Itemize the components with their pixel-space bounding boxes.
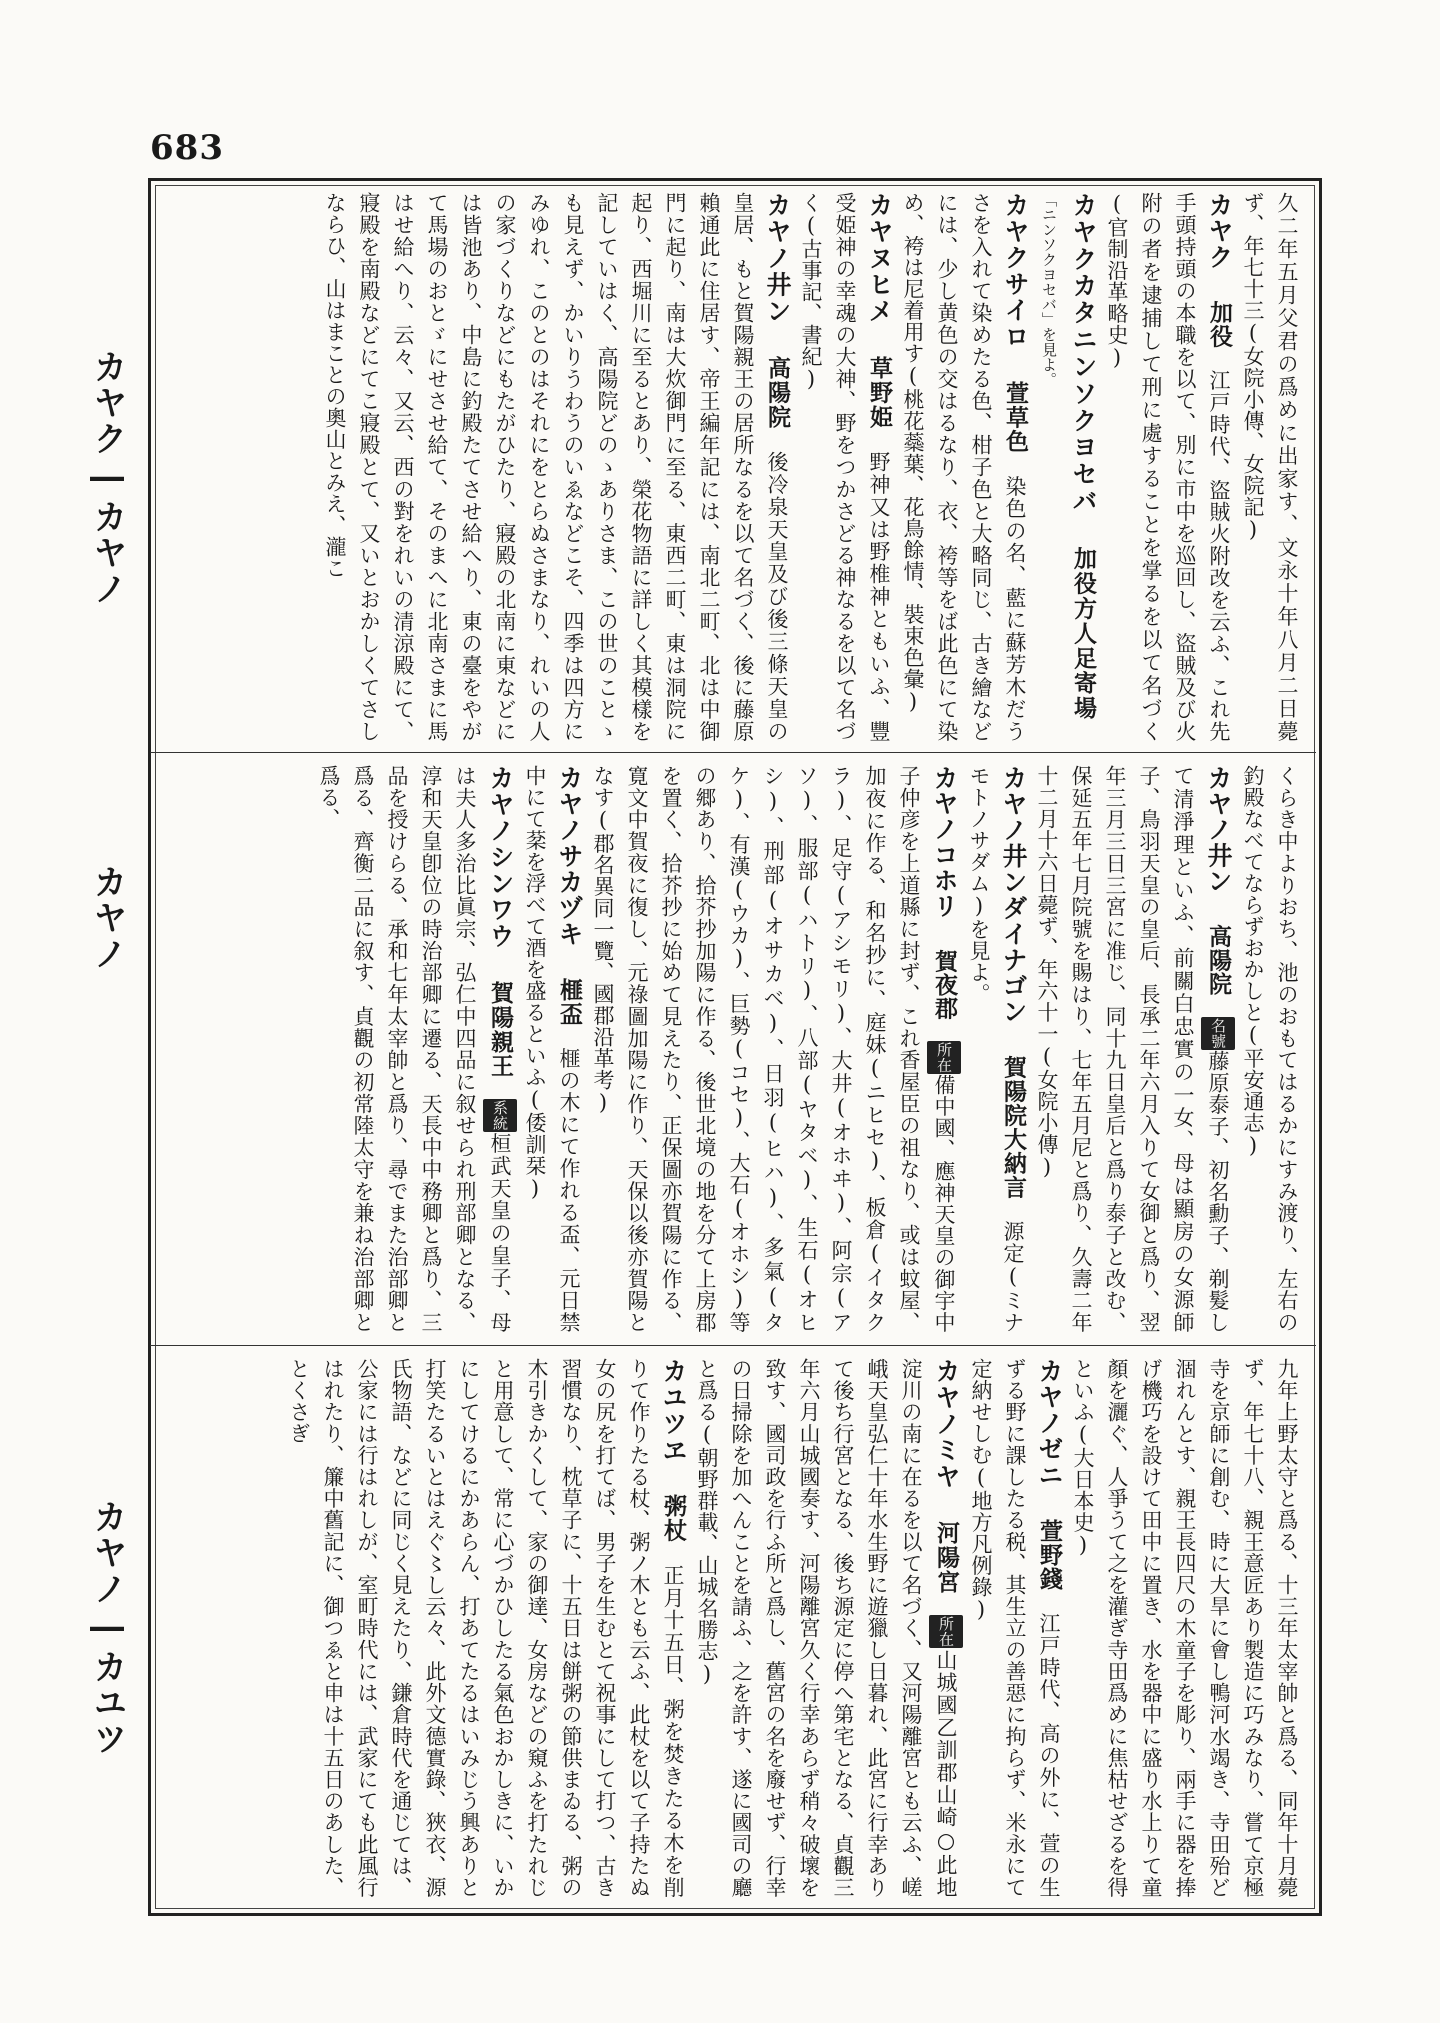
- tier-bottom: [160, 1358, 1304, 1898]
- tier-divider-2: [150, 1345, 1316, 1346]
- entry-tag: 名號: [1201, 1017, 1235, 1050]
- entry-kanji: 賀夜郡: [931, 948, 958, 1020]
- entry-headword: カヤクカタニンソクヨセバ: [1069, 192, 1098, 515]
- entry-body: 正月十五日、粥を焚きたる木を削りて作りたる杖、粥ノ木とも云ふ、此杖を以て子持たぬ女の尻を打てば、男子を生むとて祝事にして打つ、古き習慣なり、枕草子に、十五日は餅粥の節供まゐる、粥の木引きかくして、家の御達、女房などの窺ふを打たれじと用意して、常に心づかひしたる氣色おかしきに、いかにしてけるにかあらん、打あてたるはいみじう興ありと打笑たるいとはえぐ〻し云々、此外文德實錄、狹衣、源氏物語、などに同じく見えたり、鎌倉時代を通じては、公家には行はれしが、室町時代には、武家にても此風行はれたり、簾中舊記に、御つゑと申は十五日のあした、とくさぎ: [287, 1358, 685, 1898]
- entry-headword: カヤノ井ン: [1204, 765, 1233, 894]
- entry-headword: カヤノコホリ: [930, 765, 959, 919]
- dictionary-entry: [1100, 192, 1236, 742]
- entry-kanji: 粥杖: [660, 1493, 687, 1543]
- entry-kanji: 加役方人足寄場: [1070, 545, 1097, 722]
- entry-body: 備中國、應神天皇の御宇中子仲彦を上道縣に封ず、これ香屋臣の祖なり、或は蚊屋、加夜に作る、和名抄に、庭妹(ニヒセ)、板倉(イタクラ)、足守(アシモリ)、大井(オホヰ)、阿宗(アソ)、服部(ハトリ)、八部(ヤタベ)、生石(オヒシ)、刑部(オサカベ)、日羽(ヒハ)、多氣(タケ)、有漢(ウカ)、巨勢(コセ)、大石(オホシ)等の郷あり、拾芥抄加陽に作る、後世北境の地を分て上房郡を置く、拾芥抄に始めて見えたり、正保圖亦賀陽に作る、寛文中賀夜に復し、元祿圖加陽に作り、天保以後亦賀陽となす(郡名異同一覽、國郡沿革考): [591, 765, 956, 1333]
- entry-kanji: 草野姫: [866, 354, 893, 429]
- tier-middle: [160, 765, 1304, 1333]
- entry-body: 藤原泰子、初名勳子、剃髮して清淨理といふ、前關白忠實の一女、母は顯房の女源師子、鳥羽天皇の皇后、長承二年六月入りて女御と爲り、翌年三月三日三宮に准じ、同十九日皇后と爲り泰子と改む、保延五年七月院號を賜はり、七年五月尼と爲り、久壽二年十二月十六日薨ず、年六十一(女院小傳): [1035, 765, 1230, 1333]
- entry-headword: カユツヱ: [659, 1358, 688, 1464]
- entry-headword: カヤノ井ン: [763, 192, 792, 325]
- running-head-middle: カヤノ: [87, 864, 127, 972]
- entry-body: 後冷泉天皇及び後三條天皇の皇居、もと賀陽親王の居所なるを以て名づく、後に藤原賴通此に住居す、帝王編年記には、南北二町、北は中御門に起り、南は大炊御門に至る、東西二町、東は洞院に起り、西堀川に至るとあり、榮花物語に詳しく其模樣を記していはく、高陽院どのゝありさま、この世のことゝも見えず、かいりうわうのいゑなどこそ、四季は四方にみゆれ、このとのはそれにをとらぬさまなり、れいの人の家づくりなどにもたがひたり、寢殿の北南に東などには皆池あり、中島に釣殿たてさせ給へり、東の臺をやがて馬場のおとゞにせさせ給て、そのまへに北南さまに馬はせ給へり、云々、又云、西の對をれいの清涼殿にて、寢殿を南殿などにてこ寢殿とて、又いとおかしくてさしならひ、山はまことの奧山とみえ、瀧こ: [323, 192, 789, 742]
- continuation-paragraph: [1236, 765, 1304, 1333]
- dictionary-entry: [690, 1358, 964, 1898]
- dictionary-entry: [586, 765, 962, 1333]
- entry-body: 江戸時代、盜賊火附改を云ふ、これ先手頭持頭の本職を以て、別に市中を巡回し、盜賊及び火附の者を逮捕して刑に處することを掌るを以て名づく(官制沿革略史): [1105, 192, 1231, 742]
- entry-body: 久二年五月父君の爲めに出家す、文永十年八月二日薨ず、年七十三(女院小傳、女院記): [1241, 192, 1299, 742]
- entry-body: 桓武天皇の皇子、母は夫人多治比眞宗、弘仁中四品に叙せられ刑部卿となる、淳和天皇卽位の時治部卿に遷る、天長中中務卿と爲り、三品を授けらる、承和七年太宰帥と爲り、尋でまた治部卿と爲る、齊衡二品に叙す、貞觀の初常陸太守を兼ね治部卿と爲る、: [317, 765, 512, 1333]
- entry-headword: カヤノサカヅキ: [555, 765, 584, 948]
- entry-kanji: 賀陽院大納言: [1000, 1054, 1027, 1200]
- dictionary-entry: [964, 1358, 1066, 1898]
- entry-headword: カヤノゼニ: [1035, 1358, 1064, 1489]
- entry-headword: カヤノシンワウ: [486, 765, 515, 950]
- running-heads: [72, 178, 142, 1910]
- dictionary-entry: [282, 1358, 690, 1898]
- page-number: 683: [150, 128, 224, 168]
- entry-body: 榧の木にて作れる盃、元日禁中にて棻を浮べて酒を盛るといふ(倭訓栞): [523, 765, 581, 1333]
- tier-top: [160, 192, 1304, 742]
- entry-headword: カヤヌヒメ: [865, 192, 894, 325]
- entry-tag: 所在: [927, 1041, 961, 1074]
- dictionary-entry: [312, 765, 518, 1333]
- entry-body: くらき中よりおち、池のおもてはるかにすみ渡り、左右の釣殿なべてならずおかしと(平安通志): [1241, 765, 1299, 1333]
- dictionary-entry: [1030, 765, 1236, 1333]
- entry-body: 源定(ミナモトノサダム)を見よ。: [967, 765, 1025, 1333]
- entry-body: 「ニンソクヨセバ」を見よ。: [1040, 192, 1058, 387]
- entry-tag: 所在: [929, 1615, 963, 1648]
- dictionary-entry: [318, 192, 794, 742]
- dictionary-entry: [962, 765, 1030, 1333]
- entry-kanji: 加役: [1206, 299, 1233, 349]
- continuation-paragraph: [1236, 192, 1304, 742]
- tier-divider-1: [150, 752, 1316, 753]
- entry-headword: カヤノ井ンダイナゴン: [999, 765, 1028, 1025]
- dictionary-entry: [896, 192, 1032, 742]
- entry-kanji: 河陽宮: [933, 1520, 960, 1595]
- entry-headword: カヤク: [1205, 192, 1234, 270]
- entry-kanji: 榧盃: [556, 977, 583, 1026]
- entry-headword: カヤクサイロ: [1001, 192, 1030, 350]
- entry-kanji: 萱野錢: [1036, 1518, 1063, 1591]
- entry-body: 染色の名、藍に蘇芳木だうさを入れて染めたる色、柑子色と大略同じ、古き繪などには、少し黄色の交はるなり、衣、袴等をば此色にて染め、袴は尼着用す(桃花蘂葉、花鳥餘情、裝束色彙): [901, 192, 1027, 742]
- dictionary-entry: [518, 765, 586, 1333]
- entry-body: 山城國乙訓郡山崎○此地淀川の南に在るを以て名づく、又河陽離宮とも云ふ、嵯峨天皇弘仁十年水生野に遊獵し日暮れ、此宮に行幸ありて後ち行宮となる、後ち源定に停へ第宅となる、貞觀三年六月山城國奏す、河陽離宮久く行幸あらず稍々破壞を致す、國司政を行ふ所と爲し、舊宮の名を廢せず、行幸の日掃除を加へんことを請ふ、之を許す、遂に國司の廳と爲る(朝野群載、山城名勝志): [695, 1358, 958, 1898]
- entry-kanji: 萱草色: [1002, 379, 1029, 454]
- entry-kanji: 高陽院: [1205, 924, 1232, 996]
- entry-tag: 系統: [483, 1099, 517, 1132]
- entry-kanji: 高陽院: [764, 354, 791, 429]
- entry-kanji: 賀陽親王: [487, 979, 514, 1078]
- entry-body: 江戸時代、高の外に、萱の生ずる野に課したる税、其生立の善惡に拘らず、米永にて定納せしむ(地方凡例錄): [969, 1358, 1061, 1898]
- dictionary-entry: [1032, 192, 1100, 742]
- running-head-top: カヤク―カヤノ: [87, 349, 127, 607]
- dictionary-entry: [794, 192, 896, 742]
- entry-body: 野神又は野椎神ともいふ、豐受姫神の幸魂の大神、野をつかさどる神なるを以て名づく(古事記、書紀): [799, 192, 891, 742]
- entry-headword: カヤノミヤ: [932, 1358, 961, 1491]
- running-head-bottom: カヤノ―カユツ: [87, 1499, 127, 1757]
- continuation-paragraph: [1066, 1358, 1304, 1898]
- entry-body: 九年上野太守と爲る、十三年太宰帥と爲る、同年十月薨ず、年七十八、親王意匠あり製造に巧みなり、嘗て京極寺を京師に創む、時に大旱に會し鴨河水竭き、寺田殆ど涸れんとす、親王長四尺の木童子を彫り、兩手に器を捧げ機巧を設けて田中に置き、水を器中に盛り水上りて童顏を灑ぐ、人爭うて之を灌ぎ寺田爲めに焦枯せざるを得といふ(大日本史): [1071, 1358, 1299, 1898]
